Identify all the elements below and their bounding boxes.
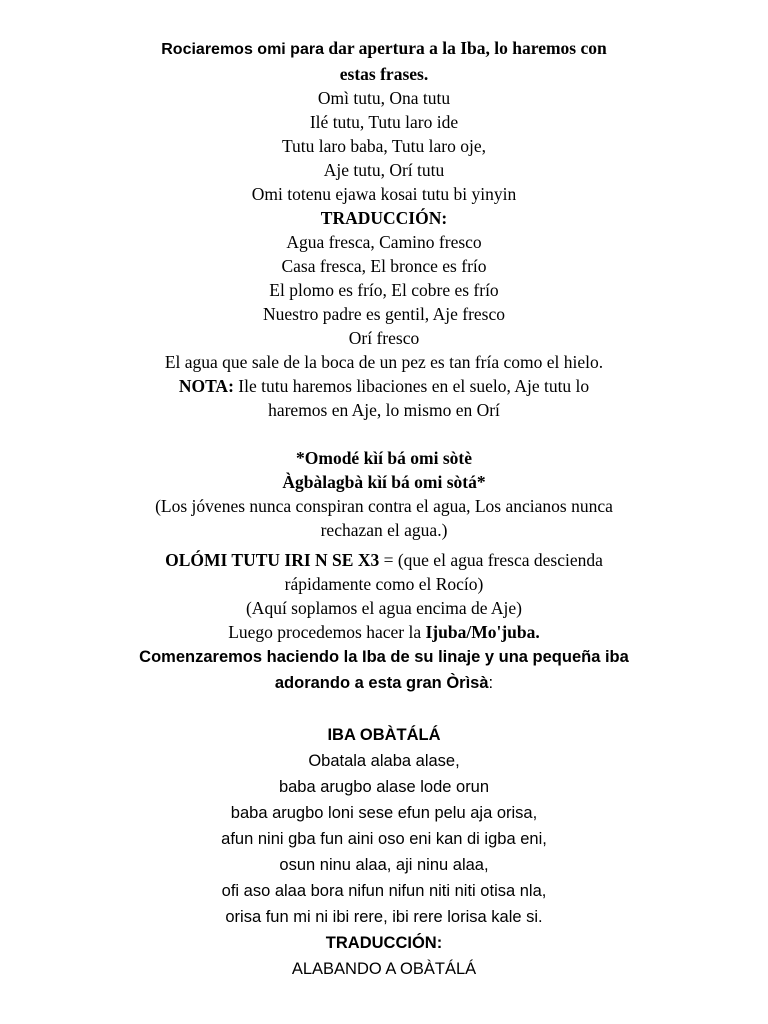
iba-line: Obatala alaba alase,: [308, 752, 460, 770]
translation-1: [0, 230, 768, 374]
note-line-1: [0, 374, 768, 398]
iba-line: orisa fun mi ni ibi rere, ibi rere lorisa kale si.: [225, 908, 543, 926]
olomi-line-3: (Aquí soplamos el agua encima de Aje): [245, 598, 523, 618]
spacer: [0, 422, 768, 446]
note-text: Ile tutu haremos libaciones en el suelo, Aje tutu lo: [233, 376, 590, 396]
iba-heading: IBA OBÀTÁLÁ: [327, 726, 441, 744]
note: [0, 374, 768, 422]
proverb-translation-1: (Los jóvenes nunca conspiran contra el agua, Los ancianos nunca: [155, 496, 613, 516]
translation-1-line: El agua que sale de la boca de un pez es tan fría como el hielo.: [164, 352, 604, 372]
note-line-2: haremos en Aje, lo mismo en Orí: [268, 400, 500, 420]
proverb-translation-2: rechazan el agua.): [320, 520, 448, 540]
iba-line: ofi aso alaa bora nifun nifun niti niti otisa nla,: [221, 882, 547, 900]
olomi-line-4-text: Luego procedemos hacer la: [228, 622, 426, 642]
spacer: [0, 696, 768, 722]
translation-1-line: Agua fresca, Camino fresco: [286, 232, 482, 252]
chant-1-line: Tutu laro baba, Tutu laro oje,: [281, 136, 486, 156]
note-label: NOTA:: [178, 376, 234, 396]
translation-2-heading: TRADUCCIÓN:: [325, 934, 443, 952]
proverb-line-1: *Omodé kìí bá omi sòtè: [296, 448, 472, 468]
chant-1-line: Ilé tutu, Tutu laro ide: [309, 112, 459, 132]
iba-line: baba arugbo loni sese efun pelu aja orisa,: [230, 804, 538, 822]
olomi-line-1: [0, 548, 768, 572]
iba-intro-line-2-text: adorando a esta gran Òrìsà: [274, 674, 489, 692]
iba-intro-colon: :: [488, 674, 494, 692]
olomi: [0, 548, 768, 644]
translation-1-heading: TRADUCCIÓN:: [320, 208, 448, 228]
chant-1-line: Omi totenu ejawa kosai tutu bi yinyin: [251, 184, 517, 204]
translation-1-line: El plomo es frío, El cobre es frío: [269, 280, 499, 300]
iba-intro: [0, 644, 768, 696]
intro-line-1-end: dar apertura a la Iba, lo haremos con: [323, 38, 607, 58]
intro-line-2: estas frases.: [339, 64, 429, 84]
olomi-text: = (que el agua fresca descienda: [379, 550, 603, 570]
iba-line: afun nini gba fun aini oso eni kan di igba eni,: [221, 830, 547, 848]
translation-1-line: Nuestro padre es gentil, Aje fresco: [262, 304, 505, 324]
ijuba-term: Ijuba/Mo'juba.: [425, 622, 540, 642]
proverb-line-2: Àgbàlagbà kìí bá omi sòtá*: [282, 472, 486, 492]
iba-line: osun ninu alaa, aji ninu alaa,: [279, 856, 489, 874]
iba-obatala: [0, 748, 768, 930]
intro-line-1-start: Rociaremos omi para: [161, 41, 324, 58]
proverb: [0, 446, 768, 542]
translation-2-line: ALABANDO A OBÀTÁLÁ: [291, 960, 477, 978]
olomi-line-2: rápidamente como el Rocío): [284, 574, 484, 594]
translation-1-line: Orí fresco: [348, 328, 420, 348]
translation-1-line: Casa fresca, El bronce es frío: [281, 256, 487, 276]
olomi-line-4: [0, 620, 768, 644]
iba-intro-line-2: [0, 670, 768, 696]
iba-intro-line-1: Comenzaremos haciendo la Iba de su linaje y una pequeña iba: [139, 648, 629, 666]
olomi-label: OLÓMI TUTU IRI N SE X3: [165, 550, 380, 570]
intro-line-1: [0, 36, 768, 62]
iba-line: baba arugbo alase lode orun: [278, 778, 490, 796]
chant-1-line: Aje tutu, Orí tutu: [323, 160, 445, 180]
chant-1-line: Omì tutu, Ona tutu: [317, 88, 451, 108]
chant-1: [0, 86, 768, 206]
